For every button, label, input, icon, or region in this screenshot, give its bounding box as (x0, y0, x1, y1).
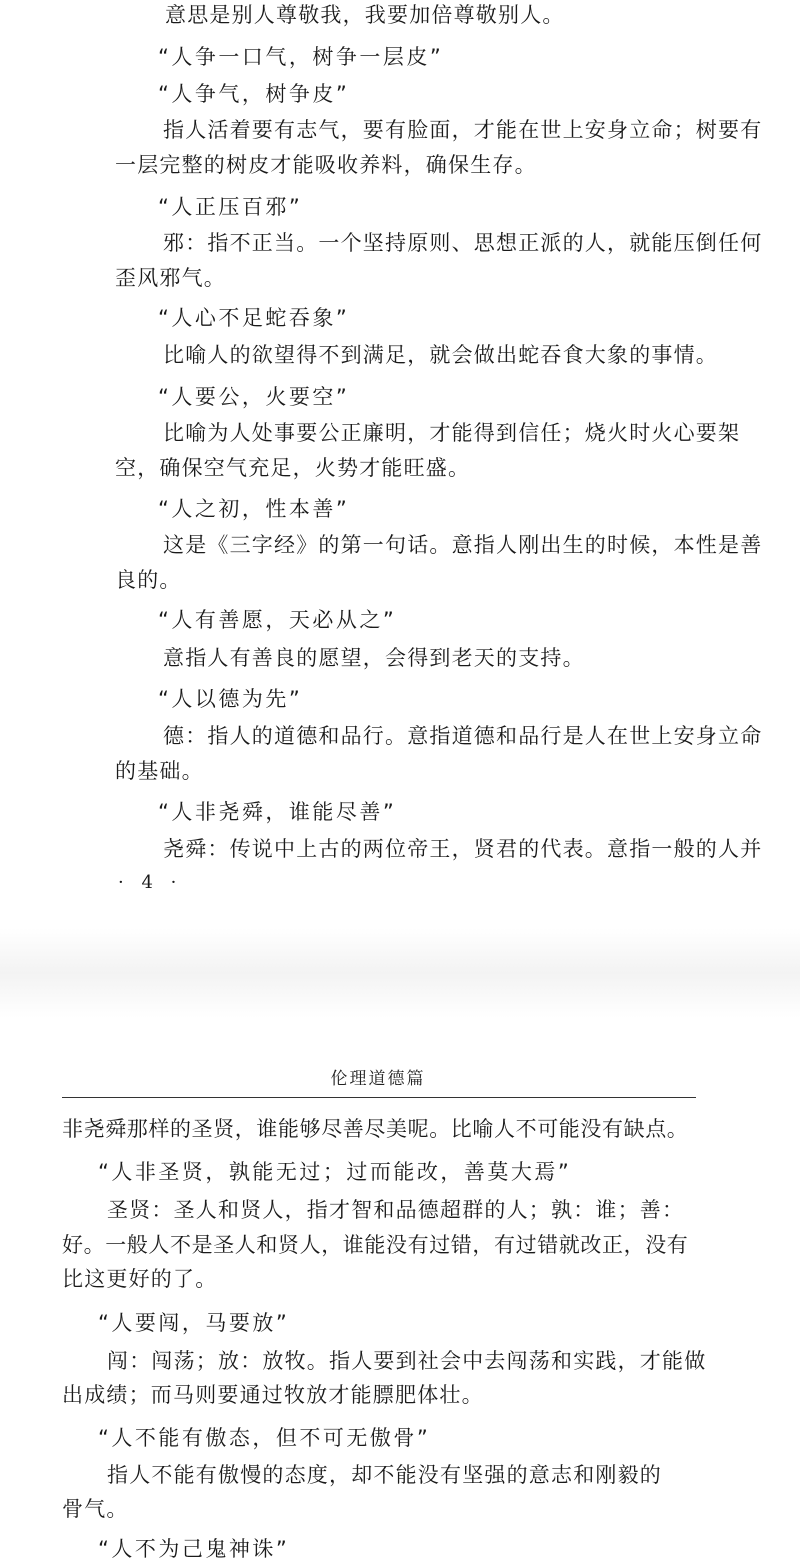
text-line: 比喻人的欲望得不到满足，就会做出蛇吞食大象的事情。 (163, 343, 718, 367)
text-line: 好。一般人不是圣人和贤人，谁能没有过错，有过错就改正，没有 (62, 1233, 689, 1257)
proverb-heading: “人以德为先” (158, 687, 303, 711)
proverb-heading: “人有善愿，天必从之” (158, 608, 397, 632)
text-line: 邪：指不正当。一个坚持原则、思想正派的人，就能压倒任何 (163, 231, 763, 255)
text-line: 德：指人的道德和品行。意指道德和品行是人在世上安身立命 (163, 724, 763, 748)
text-line: 一层完整的树皮才能吸收养料，确保生存。 (115, 153, 537, 177)
proverb-heading: “人不为己鬼神诛” (98, 1537, 290, 1561)
text-line: 这是《三字经》的第一句话。意指人刚出生的时候，本性是善 (163, 533, 763, 557)
proverb-heading: “人心不足蛇吞象” (158, 306, 350, 330)
proverb-heading: “人要闯，马要放” (98, 1311, 290, 1335)
text-line: 意指人有善良的愿望，会得到老天的支持。 (163, 646, 585, 670)
proverb-heading: “人非圣贤，孰能无过；过而能改，善莫大焉” (98, 1160, 572, 1184)
proverb-heading: “人要公，火要空” (158, 385, 350, 409)
text-line: 出成绩；而马则要通过牧放才能膘肥体壮。 (62, 1383, 484, 1407)
text-line: 比这更好的了。 (62, 1267, 218, 1291)
text-line: 比喻为人处事要公正廉明，才能得到信任；烧火时火心要架 (163, 421, 741, 445)
text-line: 尧舜：传说中上古的两位帝王，贤君的代表。意指一般的人并 (163, 837, 763, 861)
text-line: 歪风邪气。 (115, 266, 226, 290)
text-line: 骨气。 (62, 1497, 129, 1521)
text-line: 圣贤：圣人和贤人，指才智和品德超群的人；孰：谁；善： (107, 1198, 685, 1222)
proverb-heading: “人非尧舜，谁能尽善” (158, 800, 397, 824)
running-head: 伦理道德篇 (330, 1069, 426, 1089)
text-line: 闯：闯荡；放：放牧。指人要到社会中去闯荡和实践，才能做 (107, 1349, 707, 1373)
proverb-heading: “人争气，树争皮” (158, 82, 350, 106)
page-number: · 4 · (118, 872, 183, 893)
book-page-5 (0, 960, 800, 1561)
text-line: 良的。 (115, 568, 182, 592)
text-line: 指人不能有傲慢的态度，却不能没有坚强的意志和刚毅的 (107, 1463, 662, 1487)
proverb-heading: “人不能有傲态，但不可无傲骨” (98, 1426, 431, 1450)
text-line: 指人活着要有志气，要有脸面，才能在世上安身立命；树要有 (163, 118, 763, 142)
proverb-heading: “人争一口气，树争一层皮” (158, 45, 444, 69)
text-line: 的基础。 (115, 759, 204, 783)
header-rule (62, 1097, 696, 1098)
text-line: 空，确保空气充足，火势才能旺盛。 (115, 456, 471, 480)
text-line: 非尧舜那样的圣贤，谁能够尽善尽美呢。比喻人不可能没有缺点。 (62, 1117, 689, 1141)
proverb-heading: “人之初，性本善” (158, 497, 350, 521)
proverb-heading: “人正压百邪” (158, 195, 303, 219)
text-line: 意思是别人尊敬我，我要加倍尊敬别人。 (165, 3, 565, 27)
